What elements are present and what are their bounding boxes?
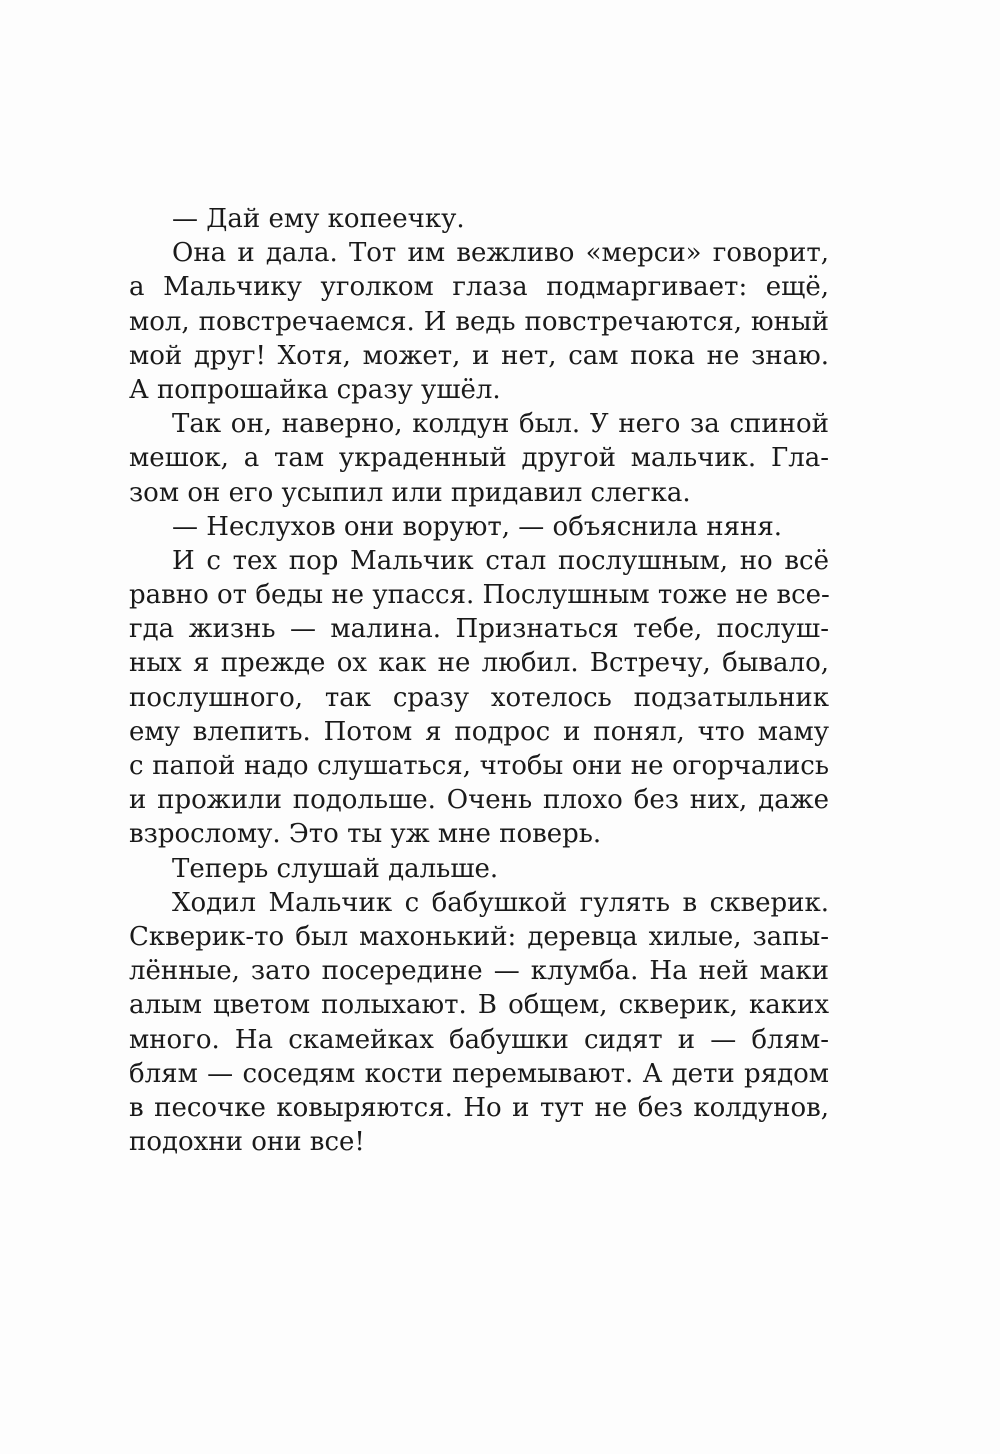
text-line: а Мальчику уголком глаза подмаргивает: ещё, bbox=[129, 272, 829, 303]
text-line: ных я прежде ох как не любил. Встречу, бывало, bbox=[129, 648, 829, 679]
text-line: Она и дала. Тот им вежливо «мерси» говорит, bbox=[172, 238, 829, 269]
text-line: равно от беды не упасся. Послушным тоже не все- bbox=[129, 580, 830, 611]
text-line: подохни они все! bbox=[129, 1127, 365, 1158]
text-line: Ходил Мальчик с бабушкой гулять в скверик. bbox=[172, 887, 829, 918]
text-line: с папой надо слушаться, чтобы они не огорчались bbox=[129, 751, 829, 781]
text-line: ему влепить. Потом я подрос и понял, что маму bbox=[129, 716, 829, 747]
text-line: — Неслухов они воруют, — объяснила няня. bbox=[172, 511, 783, 542]
text-line: Теперь слушай дальше. bbox=[172, 853, 499, 884]
text-line: Скверик-то был махонький: деревца хилые, запы- bbox=[129, 921, 829, 952]
text-line: А попрошайка сразу ушёл. bbox=[129, 374, 501, 405]
text-line: и прожили подольше. Очень плохо без них, даже bbox=[129, 785, 829, 816]
text-line: мешок, а там украденный другой мальчик. Гла- bbox=[129, 443, 829, 474]
text-line: зом он его усыпил или придавил слегка. bbox=[129, 477, 691, 508]
body-text bbox=[129, 202, 829, 1159]
text-line: много. На скамейках бабушки сидят и — блям- bbox=[129, 1024, 829, 1055]
text-line: в песочке ковыряются. Но и тут не без колдунов, bbox=[129, 1092, 829, 1123]
text-line: Так он, наверно, колдун был. У него за спиной bbox=[172, 409, 829, 440]
text-line: лённые, зато посередине — клумба. На ней маки bbox=[129, 956, 829, 987]
text-line: мой друг! Хотя, может, и нет, сам пока не знаю. bbox=[129, 340, 829, 371]
text-line: послушного, так сразу хотелось подзатыльник bbox=[129, 682, 829, 713]
text-line: взрослому. Это ты уж мне поверь. bbox=[129, 819, 602, 850]
text-line: И с тех пор Мальчик стал послушным, но всё bbox=[172, 545, 829, 576]
text-line: алым цветом полыхают. В общем, скверик, каких bbox=[129, 990, 829, 1021]
text-line: — Дай ему копеечку. bbox=[172, 204, 465, 234]
text-line: блям — соседям кости перемывают. А дети рядом bbox=[129, 1058, 829, 1089]
text-line: мол, повстречаемся. И ведь повстречаются, юный bbox=[129, 306, 829, 337]
text-line: гда жизнь — малина. Признаться тебе, послуш- bbox=[129, 614, 829, 645]
